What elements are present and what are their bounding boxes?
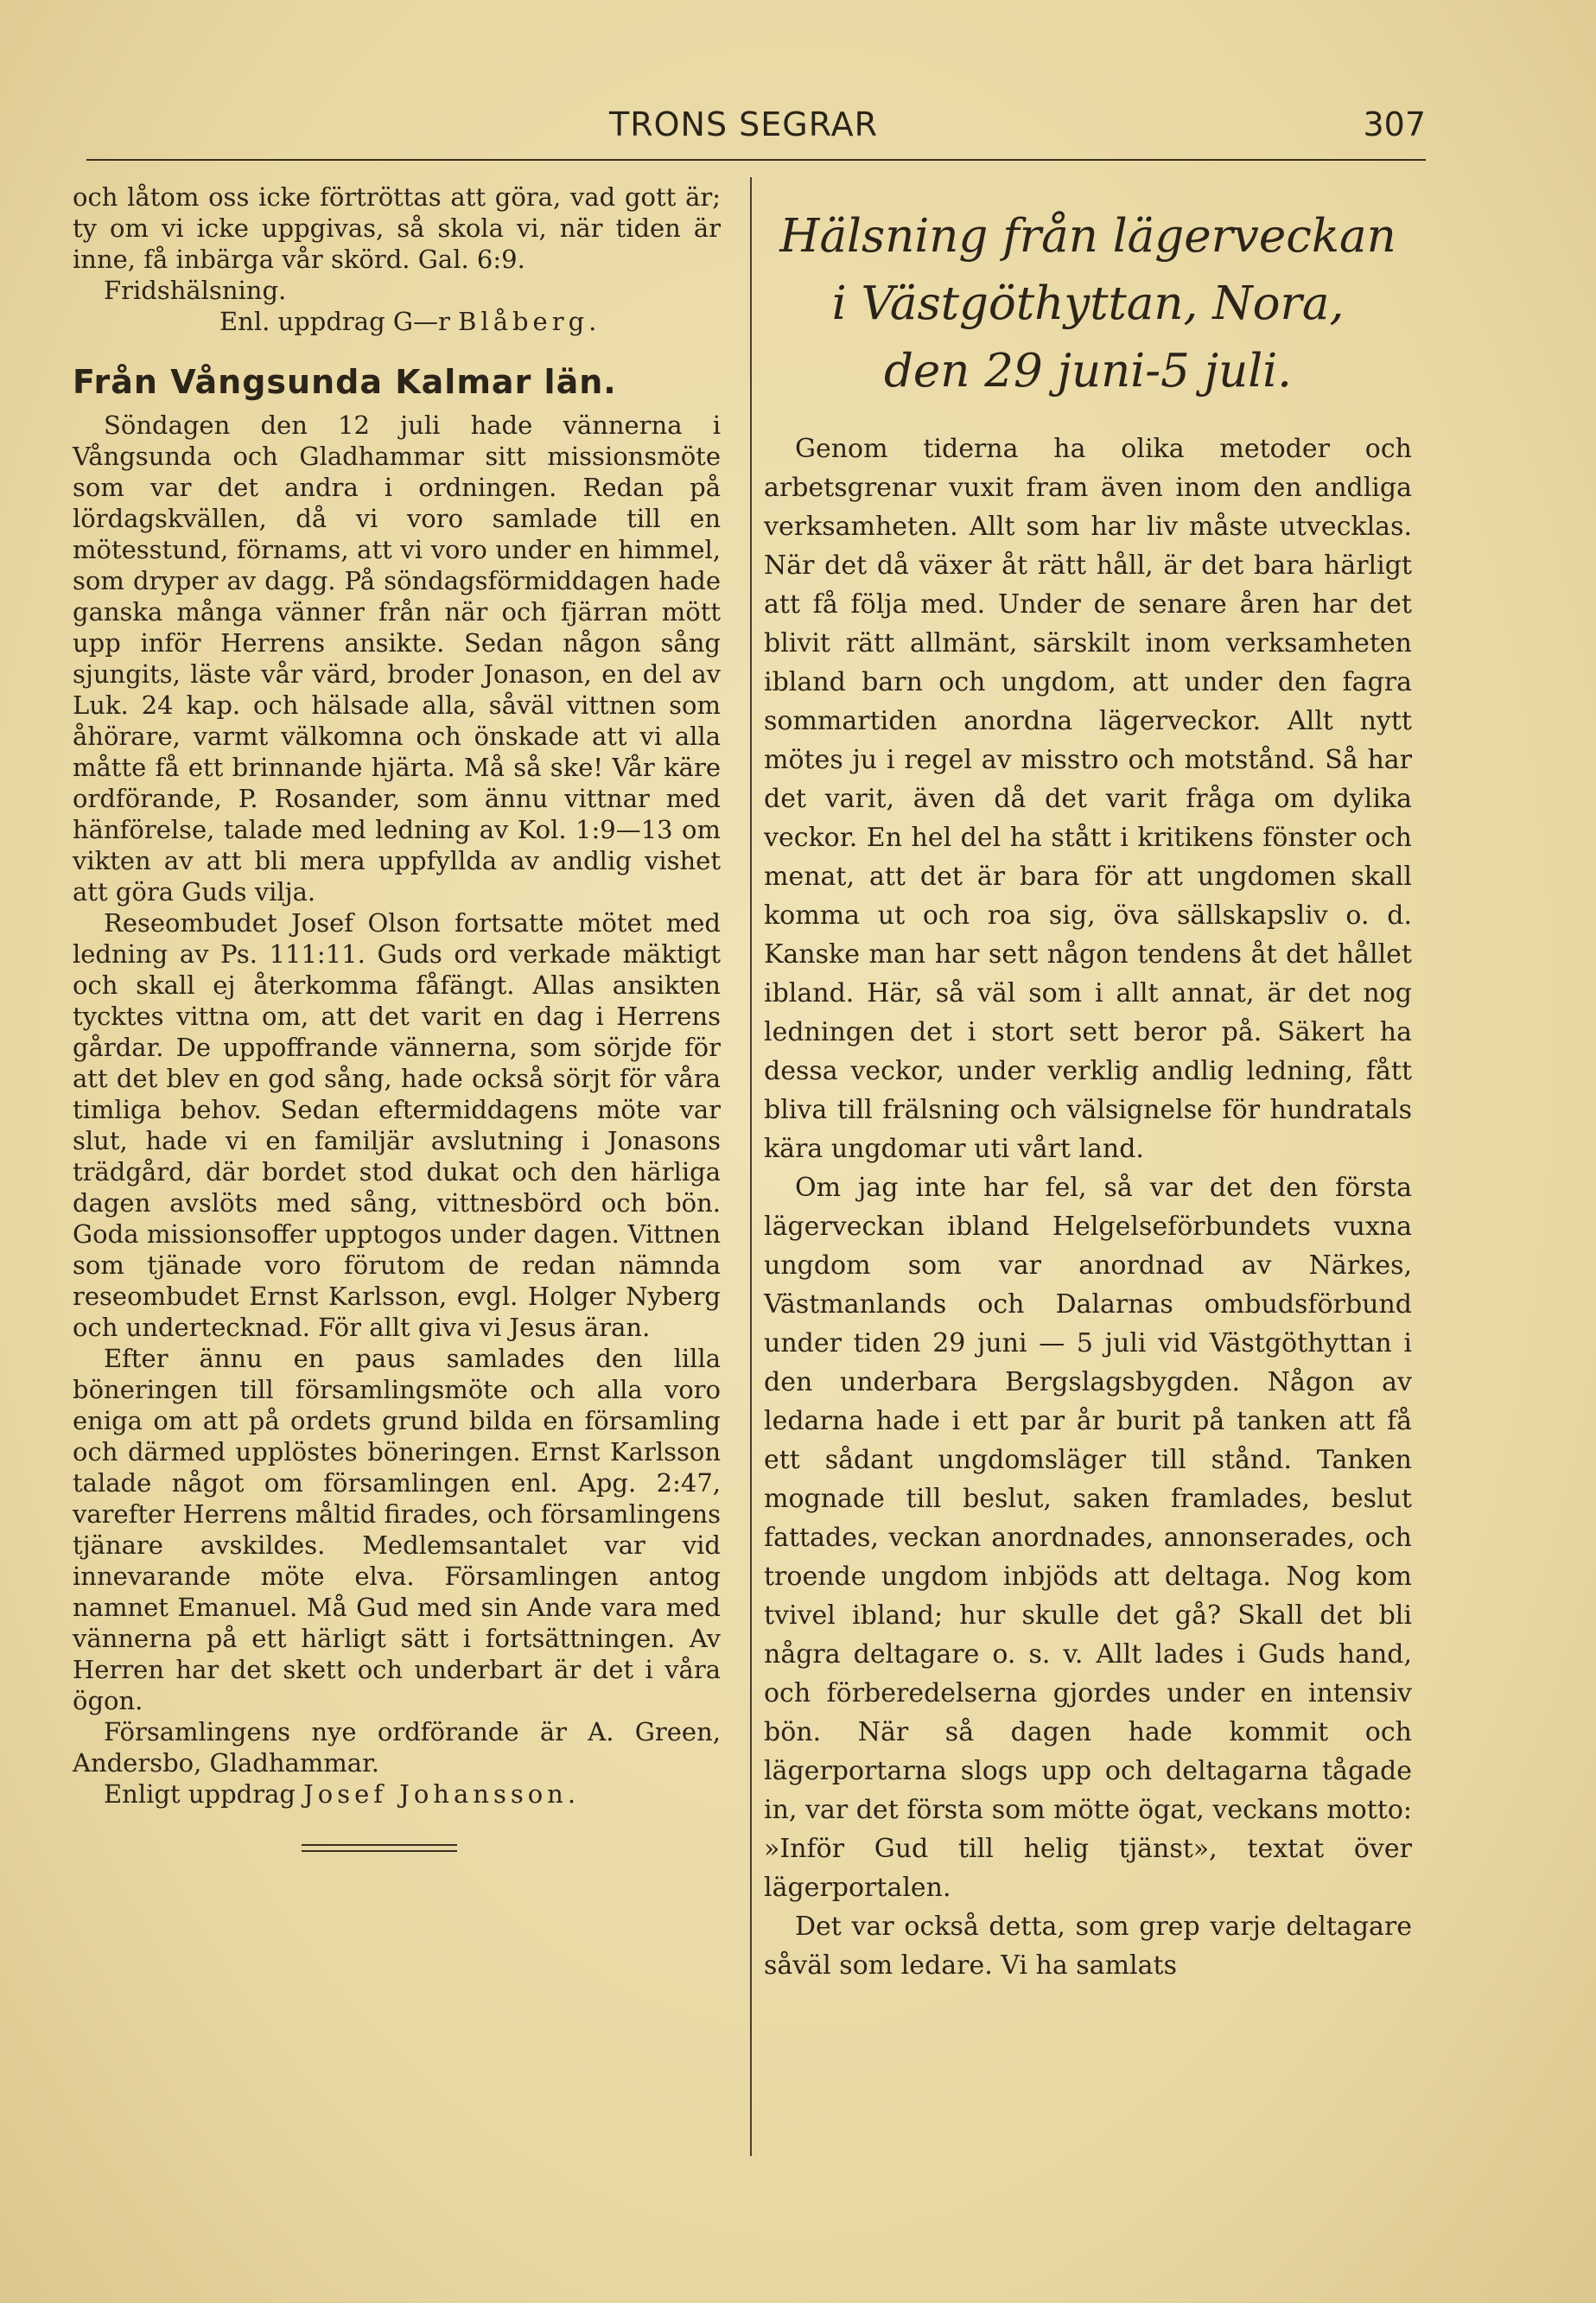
section-heading: Från Vångsunda Kalmar län. — [73, 363, 617, 401]
continuation-paragraph: och låtom oss icke förtröttas att göra, vad gott är; ty om vi icke uppgivas, så skola vi, när tiden är inne, få inbärga vår skörd. Gal. 6:9. — [73, 182, 721, 274]
article-paragraph: Söndagen den 12 juli hade vännerna i Vångsunda och Gladhammar sitt missionsmöte som var det andra i ordningen. Redan på lördagskvällen, då vi voro samlade till en mötesstund, förnams, att vi voro under en himmel, som dryper av dagg. På söndagsförmiddagen hade ganska många vänner från när och fjärran mött upp inför Herrens ansikte. Sedan någon sång sjungits, läste vår värd, broder Jonason, en del av Luk. 24 kap. och hälsade alla, såväl vittnen som åhörare, varmt välkomna och önskade att vi alla måtte få ett brinnande hjärta. Må så ske! Vår käre ordförande, P. Rosander, som ännu vittnar med hänförelse, talade med ledning av Kol. 1:9—13 om vikten av att bli mera uppfyllda av andlig vishet att göra Guds vilja. — [73, 410, 721, 907]
article-paragraph: Det var också detta, som grep varje deltagare såväl som ledare. Vi ha samlats — [764, 1912, 1412, 1981]
running-title: TRONS SEGRAR — [609, 105, 878, 143]
article-paragraph: Efter ännu en paus samlades den lilla böneringen till församlingsmöte och alla voro eniga om att på ordets grund bilda en församling och därmed upplöstes böneringen. Ernst Karlsson talade något om församlingen enl. Apg. 2:47, varefter Herrens måltid firades, och församlingens tjänare avskildes. Medlemsantalet var vid innevarande möte elva. Församlingen antog namnet Emanuel. Må Gud med sin Ande vara med vännerna på ett härligt sätt i fortsättningen. Av Herren har det skett och underbart är det i våra ögon. — [73, 1344, 721, 1715]
signature-1-prefix: Enl. uppdrag G—r — [219, 307, 450, 336]
signature-2-prefix: Enligt uppdrag — [104, 1779, 296, 1809]
article-paragraph: Församlingens nye ordförande är A. Green, Andersbo, Gladhammar. — [73, 1717, 721, 1778]
left-column — [73, 181, 721, 1852]
article-paragraph: Om jag inte har fel, så var det den första lägerveckan ibland Helgelseförbundets vuxna ungdom som var anordnad av Närkes, Västmanlands och Dalarnas ombudsförbund under tiden 29 juni — 5 juli vid Västgöthyttan i den underbara Bergslagsbygden. Någon av ledarna hade i ett par år burit på tanken att få ett sådant ungdomsläger till stånd. Tanken mognade till beslut, saken framlades, beslut fattades, veckan anordnades, annonserades, och troende ungdom inbjöds att deltaga. Nog kom tvivel ibland; hur skulle det gå? Skall det bli några deltagare o. s. v. Allt lades i Guds hand, och förberedelserna gjordes under en intensiv bön. När så dagen hade kommit och lägerportarna slogs upp och deltagarna tågade in, var det första som mötte ögat, veckans motto: »Inför Gud till helig tjänst», textat över lägerportalen. — [764, 1173, 1412, 1903]
greeting: Fridshälsning. — [104, 276, 287, 305]
article-title-line: Hälsning från lägerveckan — [779, 210, 1396, 263]
article-paragraph: Genom tiderna ha olika metoder och arbetsgrenar vuxit fram även inom den andliga verksamheten. Allt som har liv måste utvecklas. När det då växer åt rätt håll, är det bara härligt att få följa med. Under de senare åren har det blivit rätt allmänt, särskilt inom verksamheten ibland barn och ungdom, att under den fagra sommartiden anordna lägerveckor. Allt nytt mötes ju i regel av misstro och motstånd. Så har det varit, även då det varit fråga om dylika veckor. En hel del ha stått i kritikens fönster och menat, att det är bara för att ungdomen skall komma ut och roa sig, öva sällskapsliv o. d. Kanske man har sett någon tendens åt det hållet ibland. Här, så väl som i allt annat, är det nog ledningen det i stort sett beror på. Säkert ha dessa veckor, under verklig andlig ledning, fått bliva till frälsning och välsignelse för hundratals kära ungdomar uti vårt land. — [764, 434, 1412, 1164]
page-header — [82, 102, 1426, 154]
column-divider — [750, 177, 752, 2156]
article-title — [764, 203, 1412, 405]
signature-1 — [73, 306, 721, 337]
signature-2-name: Josef Johansson. — [303, 1779, 581, 1809]
page-number: 307 — [1363, 105, 1426, 143]
end-rule — [302, 1844, 457, 1852]
header-rule — [86, 159, 1426, 161]
article-title-line: den 29 juni-5 juli. — [883, 345, 1292, 398]
article-title-line: i Västgöthyttan, Nora, — [831, 277, 1345, 330]
article-paragraph: Reseombudet Josef Olson fortsatte mötet med ledning av Ps. 111:11. Guds ord verkade mäktigt och skall ej återkomma fåfängt. Allas ansikten tycktes vittna om, att det varit en dag i Herrens gårdar. De uppoffrande vännerna, som sörjde för att det blev en god sång, hade också sörjt för våra timliga behov. Sedan eftermiddagens möte var slut, hade vi en familjär avslutning i Jonasons trädgård, där bordet stod dukat och den härliga dagen avslöts med sång, vittnesbörd och bön. Goda missionsoffer upptogos under dagen. Vittnen som tjänade voro förutom de redan nämnda reseombudet Ernst Karlsson, evgl. Holger Nyberg och undertecknad. För allt giva vi Jesus äran. — [73, 908, 721, 1342]
signature-1-name: Blåberg. — [458, 307, 601, 336]
right-column — [764, 203, 1412, 1985]
signature-2 — [73, 1778, 721, 1810]
